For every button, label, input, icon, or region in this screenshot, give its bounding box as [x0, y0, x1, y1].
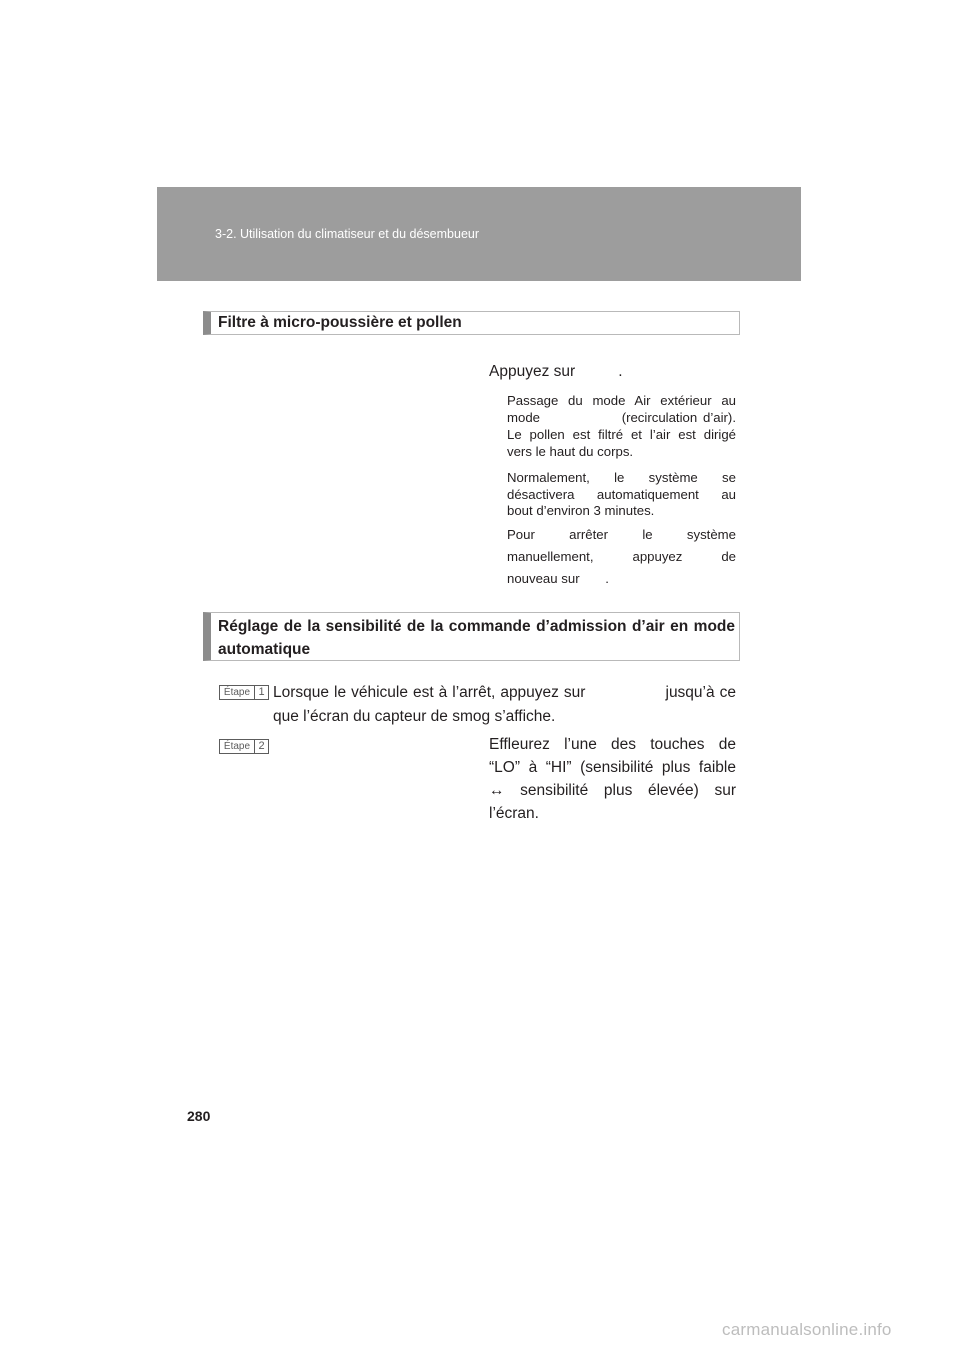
note-line: Pour arrêter le système — [507, 527, 736, 542]
note-line: vers le haut du corps. — [507, 444, 634, 459]
step-2-line: “LO” à “HI” (sensibilité plus faible — [489, 759, 736, 776]
note-line: Le pollen est filtré et l’air est dirigé — [507, 427, 736, 442]
step-badge-2 — [219, 739, 269, 754]
page-number: 280 — [187, 1108, 211, 1124]
step-badge-1 — [219, 685, 269, 700]
step-1-line: Lorsque le véhicule est à l’arrêt, appuyez sur jusqu’à ce — [273, 684, 736, 701]
step-2-line: l’écran. — [489, 805, 539, 822]
note-line: mode (recirculation d’air). — [507, 410, 736, 425]
note-line: bout d’environ 3 minutes. — [507, 503, 655, 518]
note-line: manuellement, appuyez de — [507, 549, 736, 564]
note-line: Normalement, le système se — [507, 470, 736, 485]
note-line: Passage du mode Air extérieur au — [507, 393, 736, 408]
step-2-line: ↔ sensibilité plus élevée) sur — [489, 782, 736, 799]
step-2-line: Effleurez l’une des touches de — [489, 736, 736, 753]
chapter-title: 3-2. Utilisation du climatiseur et du désembueur — [215, 227, 480, 241]
footer-watermark: carmanualsonline.info — [722, 1320, 892, 1339]
step-badge-number: 2 — [254, 740, 268, 753]
step-1-line: que l’écran du capteur de smog s’affiche. — [273, 708, 556, 725]
step-badge-label: Étape — [220, 740, 254, 753]
note-line: nouveau sur . — [507, 571, 609, 586]
pollen-instruction: Appuyez sur . — [489, 363, 623, 380]
step-badge-label: Étape — [220, 686, 254, 699]
section-heading-pollen-filter: Filtre à micro-poussière et pollen — [203, 311, 740, 335]
section-heading-sensitivity: Réglage de la sensibilité de la commande d’admission d’air en mode automatique — [203, 612, 740, 661]
step-badge-number: 1 — [254, 686, 268, 699]
note-line: désactivera automatiquement au — [507, 487, 736, 502]
